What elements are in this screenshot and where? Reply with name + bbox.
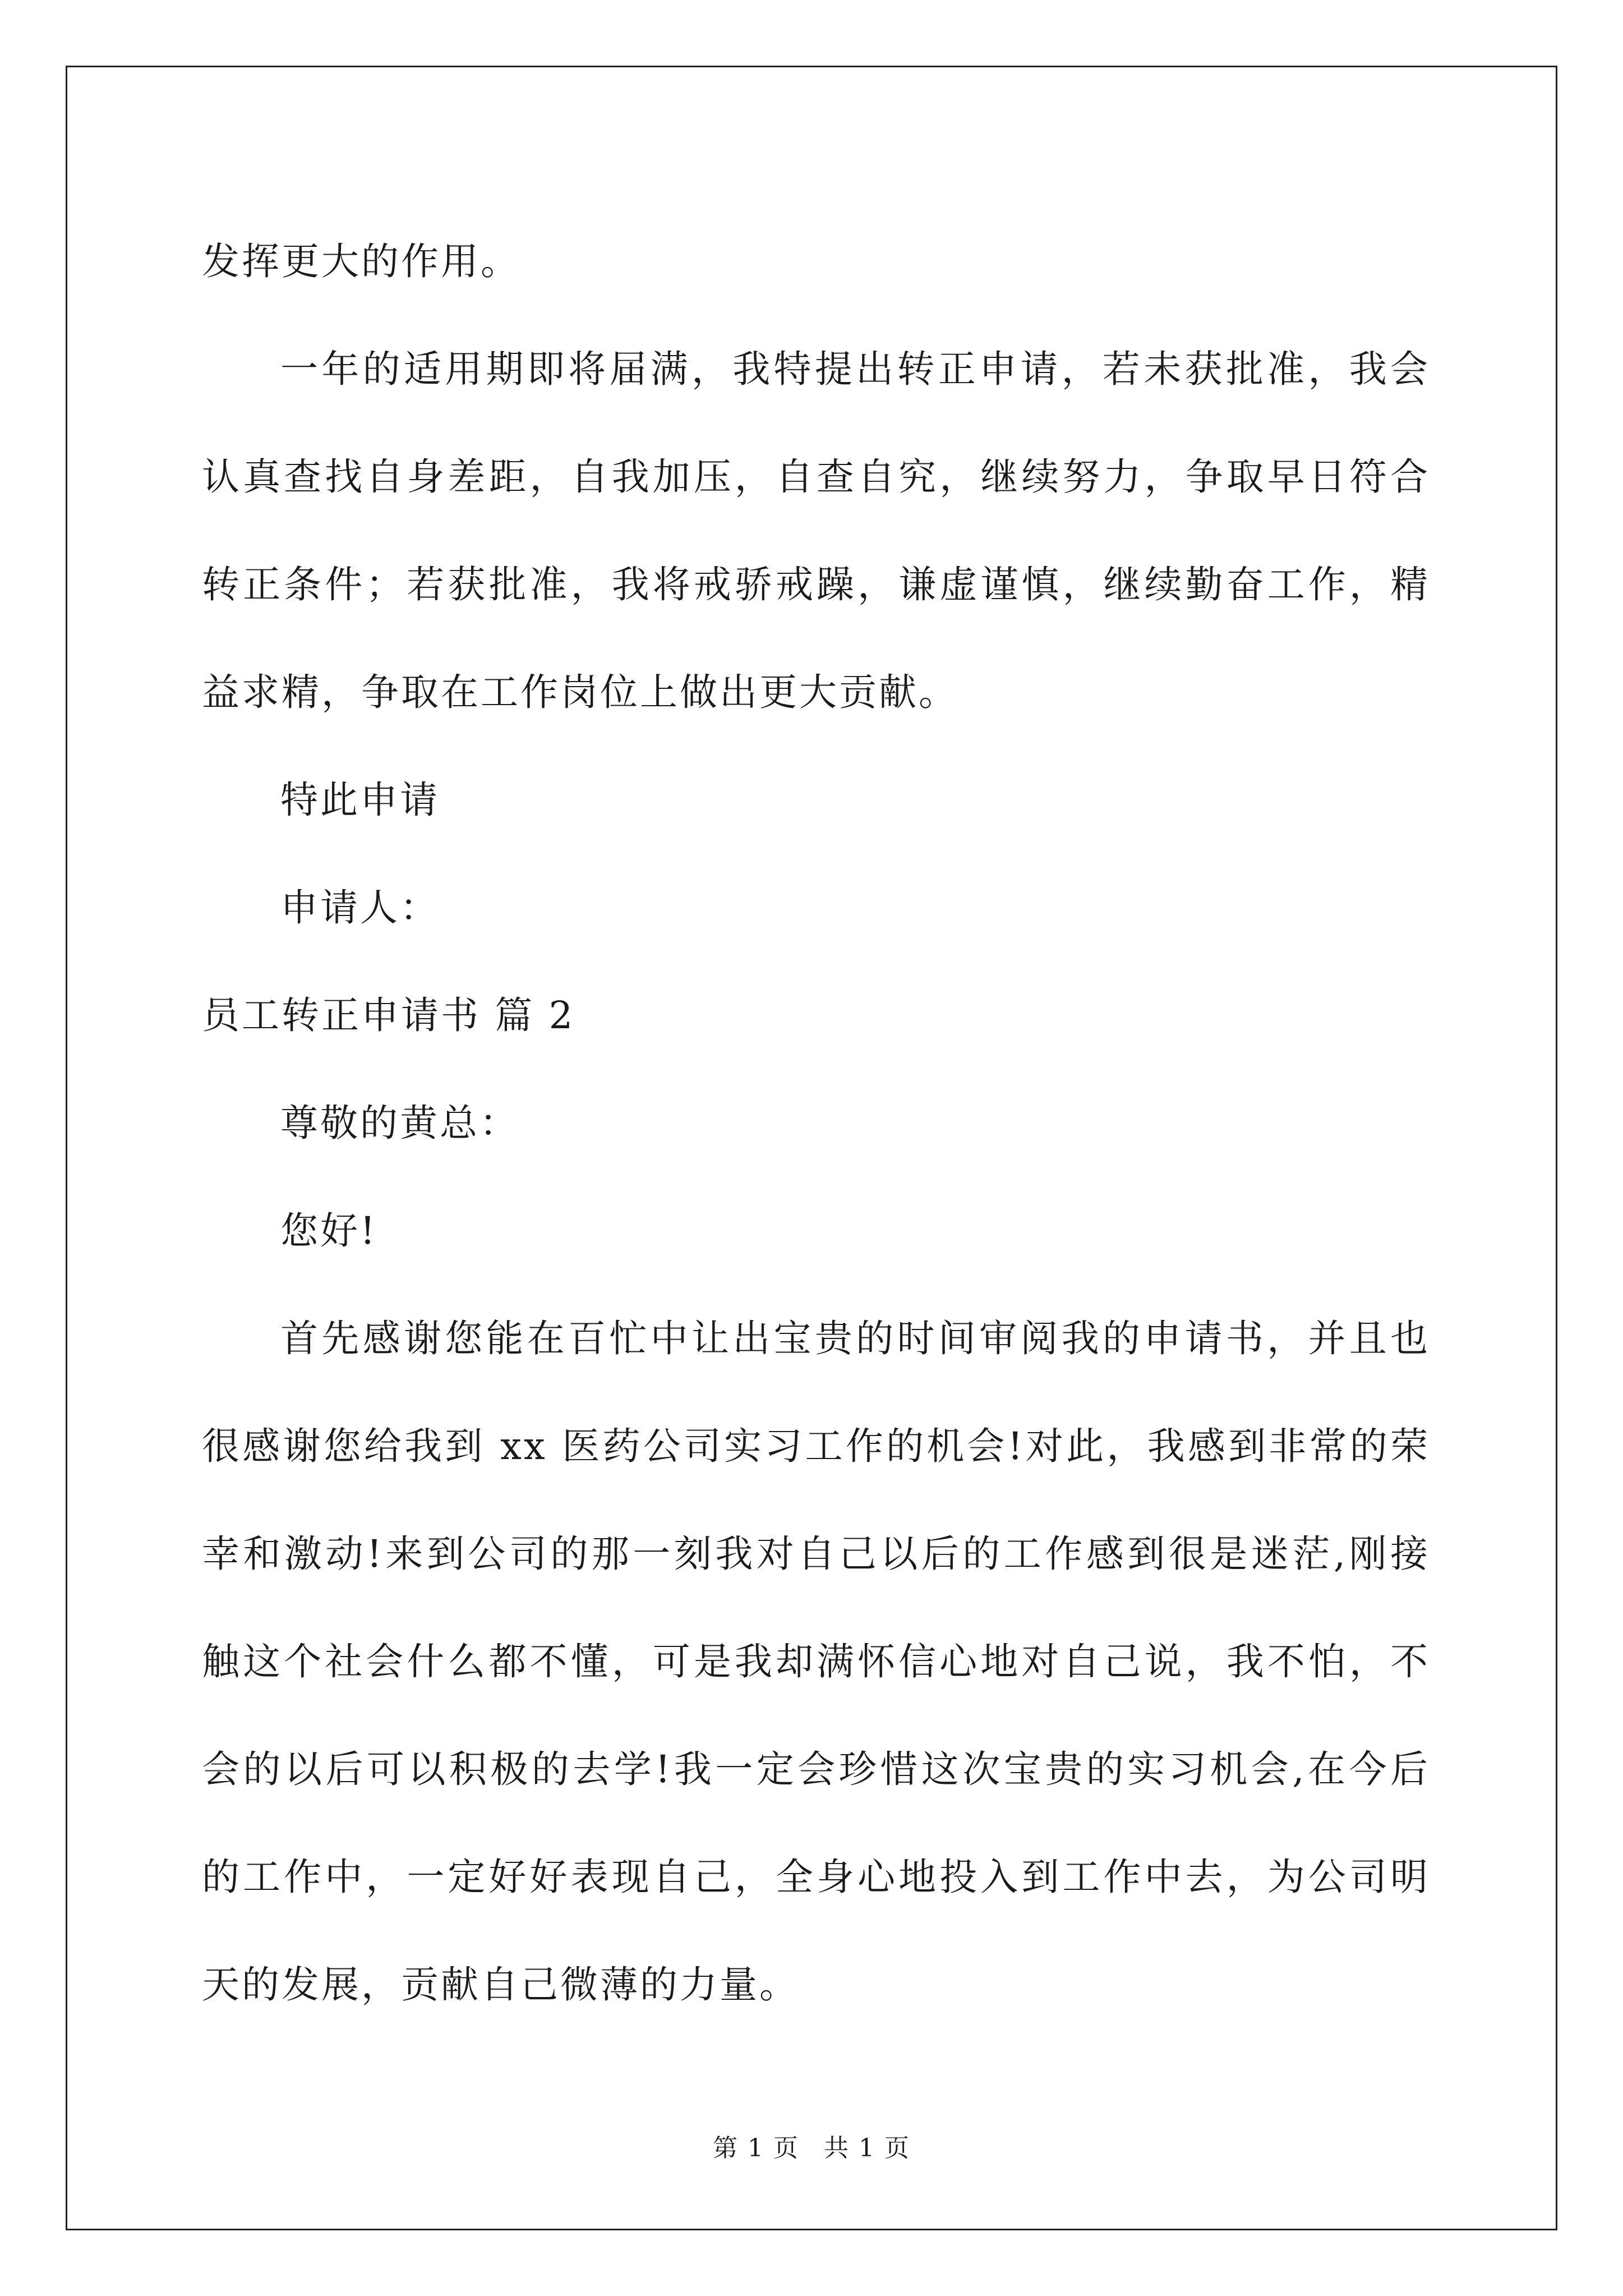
section-heading: 员工转正申请书 篇 2 [202, 993, 575, 1037]
paragraph-line: 认真查找自身差距，自我加压，自查自究，继续努力，争取早日符合 [202, 455, 1430, 499]
page-footer [0, 2132, 1623, 2165]
greeting: 您好! [280, 1209, 377, 1253]
page-number: 第 1 页 [713, 2134, 799, 2162]
closing-line: 特此申请 [280, 778, 440, 822]
page-count: 共 1 页 [824, 2134, 910, 2162]
paragraph-line: 天的发展，贡献自己微薄的力量。 [202, 1963, 799, 2007]
paragraph-line: 触这个社会什么都不懂，可是我却满怀信心地对自己说，我不怕，不 [202, 1640, 1430, 1683]
paragraph-line: 益求精，争取在工作岗位上做出更大贡献。 [202, 670, 958, 714]
applicant-label: 申请人： [280, 886, 440, 930]
paragraph-line: 首先感谢您能在百忙中让出宝贵的时间审阅我的申请书，并且也 [280, 1317, 1430, 1360]
paragraph-line: 幸和激动!来到公司的那一刻我对自己以后的工作感到很是迷茫,刚接 [202, 1532, 1430, 1576]
paragraph-line: 一年的适用期即将届满，我特提出转正申请，若未获批准，我会 [280, 347, 1430, 391]
paragraph-line: 会的以后可以积极的去学!我一定会珍惜这次宝贵的实习机会,在今后 [202, 1747, 1430, 1791]
paragraph-line: 很感谢您给我到 xx 医药公司实习工作的机会!对此，我感到非常的荣 [202, 1424, 1430, 1468]
paragraph-line: 转正条件；若获批准，我将戒骄戒躁，谦虚谨慎，继续勤奋工作，精 [202, 563, 1430, 606]
paragraph-line: 的工作中，一定好好表现自己，全身心地投入到工作中去，为公司明 [202, 1855, 1430, 1899]
paragraph-line: 发挥更大的作用。 [202, 240, 520, 283]
salutation: 尊敬的黄总： [280, 1101, 519, 1145]
document-body [202, 208, 1430, 2039]
